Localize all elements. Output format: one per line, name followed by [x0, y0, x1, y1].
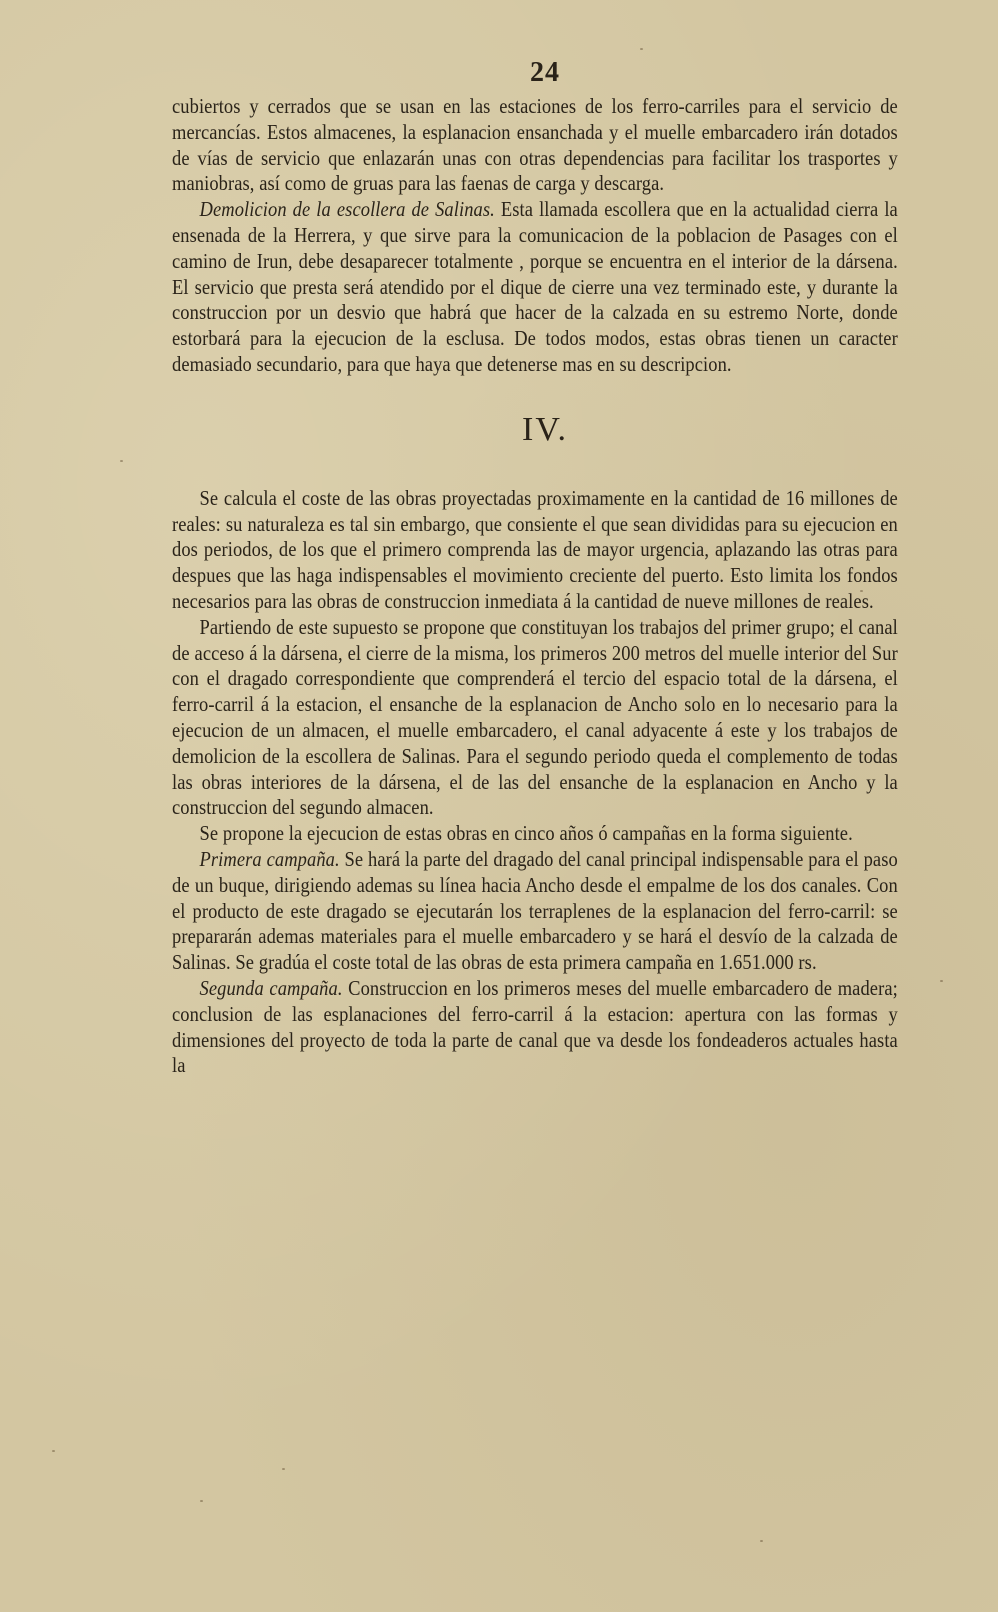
paragraph-text: Construccion en los primeros meses del muelle embarcadero de madera; conclusion de las esplanaciones del ferro-carril á la estacion: apertura con las formas y dimensiones del proyecto de toda la parte de canal que va desde los fondeaderos actuales hasta la — [172, 975, 898, 1078]
paragraph-primera-campana — [172, 847, 898, 976]
paper-speck — [200, 1500, 203, 1502]
paper-speck — [940, 980, 943, 982]
paper-speck — [282, 1468, 285, 1470]
paragraph-text: Esta llamada escollera que en la actualidad cierra la ensenada de la Herrera, y que sirve para la comunicacion de la poblacion de Pasages con el camino de Irun, debe desaparecer totalmente , porque se encuentra en el interior de la dársena. El servicio que presta será atendido por el dique de cierre una vez terminado este, y durante la construccion por un desvio que habrá que hacer de la calzada en su estremo Norte, donde estorbará para la ejecucion de la esclusa. De todos modos, estas obras tienen un caracter demasiado secundario, para que haya que detenerse mas en su descripcion. — [172, 197, 898, 376]
document-page — [172, 58, 898, 1079]
paper-speck — [640, 48, 643, 50]
section-1-text — [172, 94, 898, 378]
paper-speck — [52, 1450, 55, 1452]
paragraph-primer-grupo — [172, 615, 898, 821]
paragraph-almacenes — [172, 94, 898, 197]
section-heading-iv: IV. — [522, 410, 568, 448]
italic-lead-demolicion: Demolicion de la escollera de Salinas. — [199, 197, 495, 222]
paragraph-coste — [172, 486, 898, 615]
page-number: 24 — [530, 57, 560, 88]
paragraph-segunda-campana — [172, 976, 898, 1079]
section-2-text — [172, 486, 898, 1079]
paragraph-demolicion — [172, 197, 898, 378]
paper-speck — [120, 460, 123, 462]
paragraph-text: Se hará la parte del dragado del canal principal indispensable para el paso de un buque, dirigiendo ademas su línea hacia Ancho desde el empalme de los dos canales. Con el producto de este dragado se ejecutarán los terraplenes de la esplanacion del ferro-carril: se prepararán ademas materiales para el muelle embarcadero y se hará el desvío de la calzada de Salinas. Se gradúa el coste total de las obras de esta primera campaña en 1.651.000 rs. — [172, 846, 898, 975]
italic-lead-primera-campana: Primera campaña. — [199, 846, 340, 871]
paragraph-cinco-campanas — [172, 821, 898, 847]
paragraph-text: cubiertos y cerrados que se usan en las estaciones de los ferro-carriles para el servicio de mercancías. Estos almacenes, la esplanacion ensanchada y el muelle embarcadero irán dotados de vías de servicio que enlazarán unas con otras dependencias para facilitar los trasportes y maniobras, así como de gruas para las faenas de carga y descarga. — [172, 94, 898, 196]
paragraph-text: Se calcula el coste de las obras proyectadas proximamente en la cantidad de 16 millones de reales: su naturaleza es tal sin embargo, que consiente el que sean divididas para su ejecucion en dos periodos, de los que el primero comprenda las de mayor urgencia, aplazando las otras para despues que las haga indispensables el movimiento creciente del puerto. Esto limita los fondos necesarios para las obras de construccion inmediata á la cantidad de nueve millones de reales. — [172, 485, 898, 613]
paper-speck — [760, 1540, 763, 1542]
paragraph-text: Se propone la ejecucion de estas obras en cinco años ó campañas en la forma siguiente. — [199, 821, 853, 846]
italic-lead-segunda-campana: Segunda campaña. — [199, 975, 343, 1000]
paper-speck — [860, 590, 863, 592]
paragraph-text: Partiendo de este supuesto se propone que constituyan los trabajos del primer grupo; el canal de acceso á la dársena, el cierre de la misma, los primeros 200 metros del muelle interior del Sur con el dragado correspondiente que comprenderá el tercio del espacio total de la dársena, el ferro-carril á la estacion, el ensanche de la esplanacion de Ancho solo en lo necesario para la ejecucion de un almacen, el muelle embarcadero, el canal adyacente á este y los trabajos de demolicion de la escollera de Salinas. Para el segundo periodo queda el complemento de todas las obras interiores de la dársena, el de las del ensanche de la esplanacion en Ancho y la construccion del segundo almacen. — [172, 614, 898, 820]
